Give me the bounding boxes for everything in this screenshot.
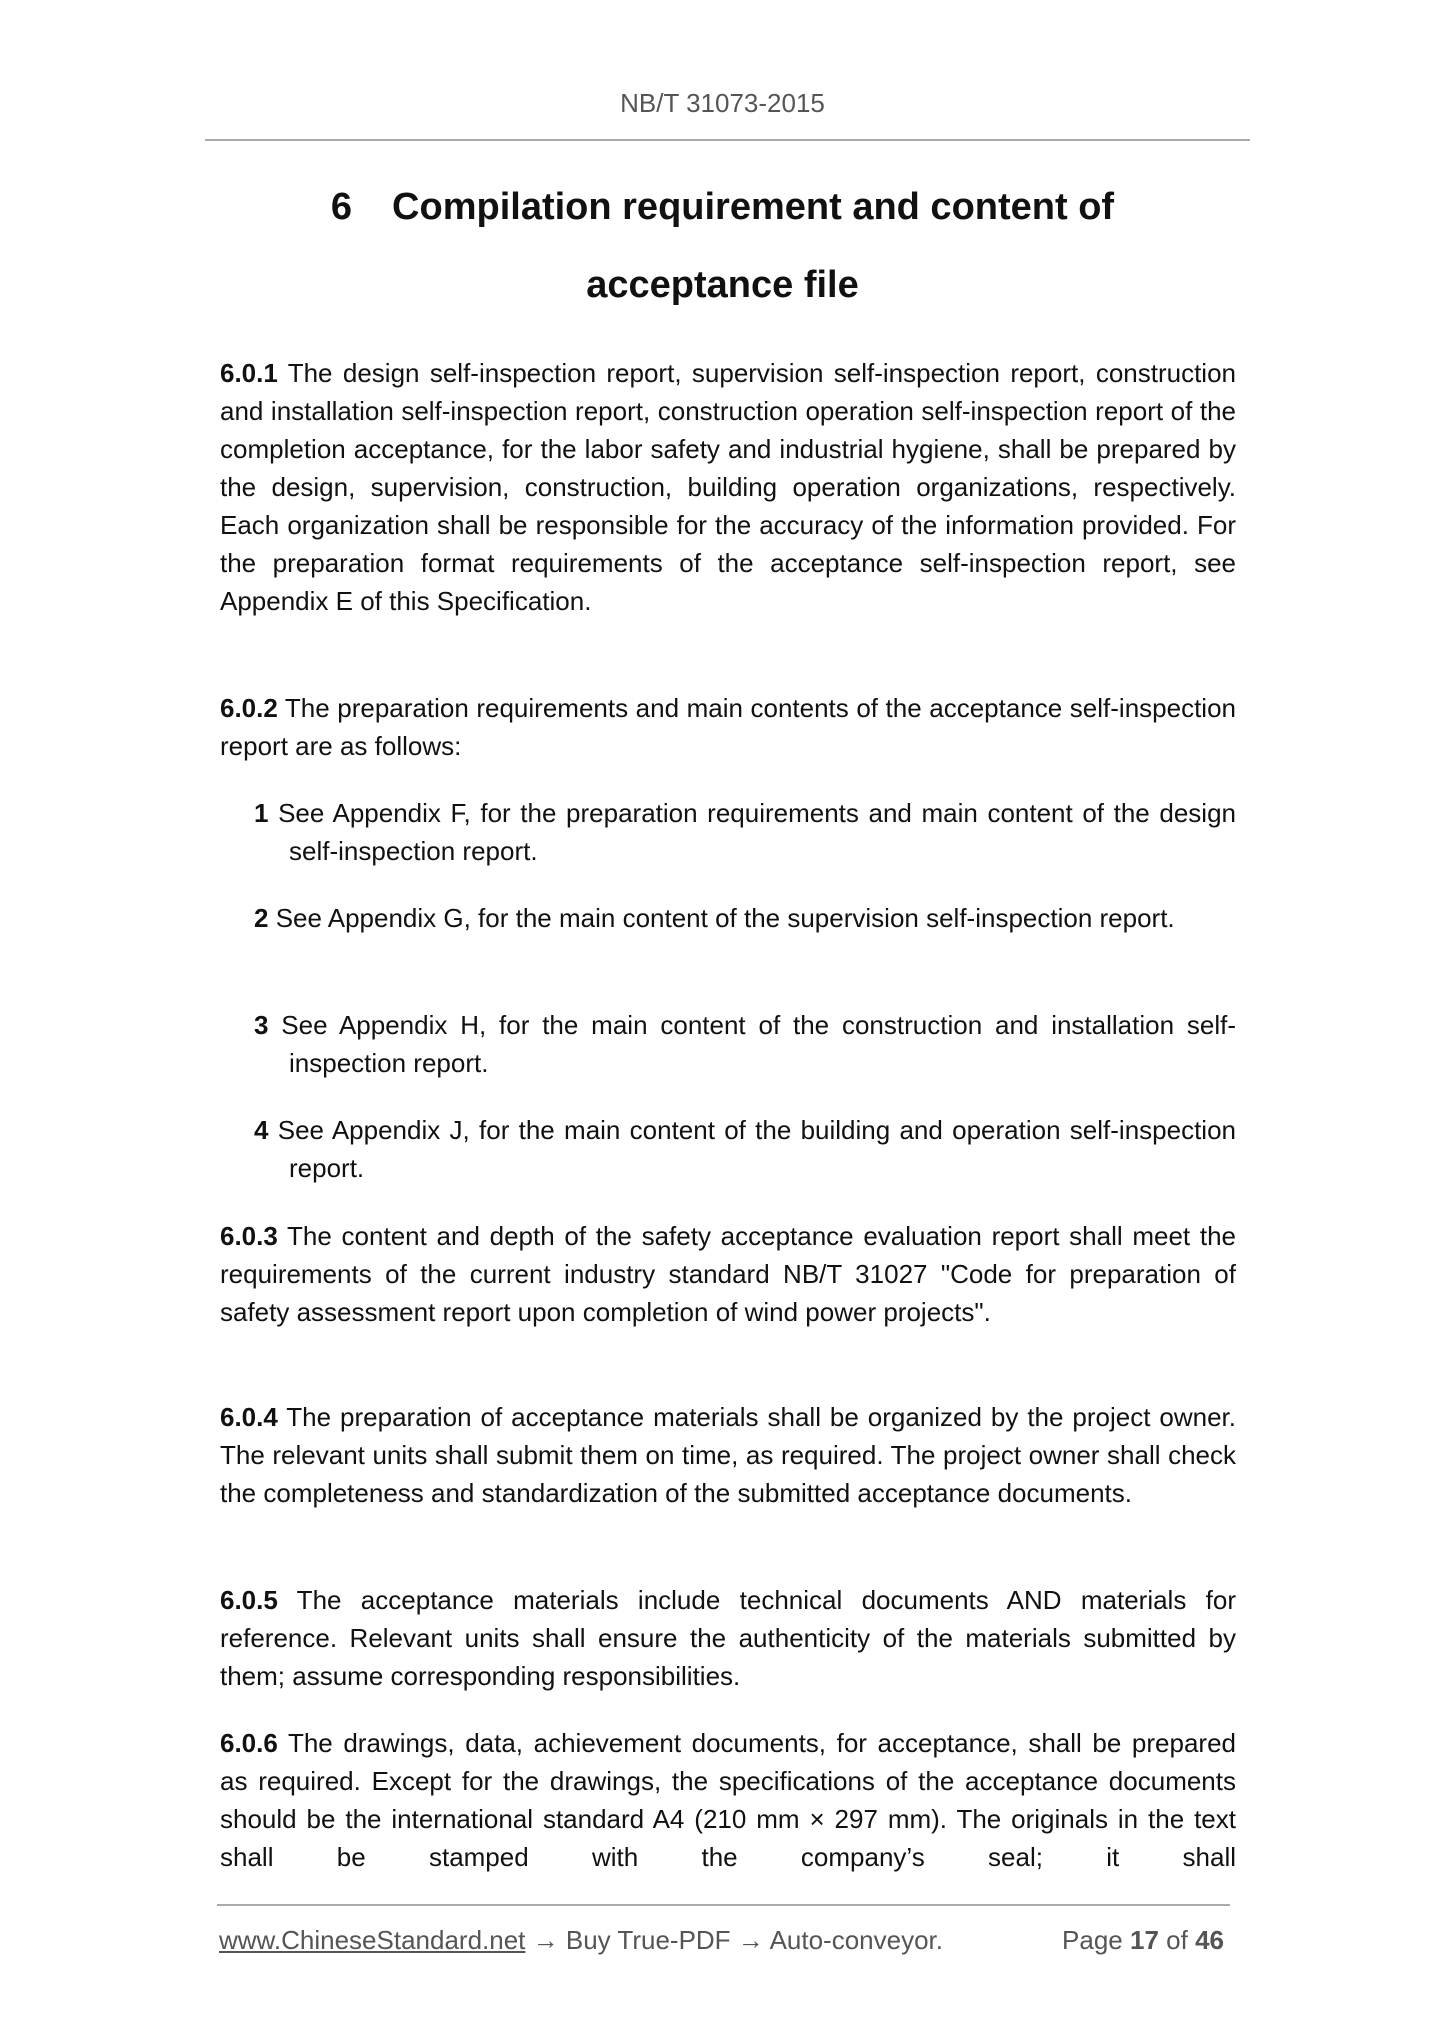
website-link[interactable]: www.ChineseStandard.net: [219, 1925, 526, 1955]
list-item-4: [254, 1111, 1236, 1187]
clause-6-0-6: [220, 1724, 1236, 1876]
clause-text: The drawings, data, achievement documents, for acceptance, shall be prepared as required. Except for the drawings, the specifications of the acceptance documents should be the international standard A4 (210 mm × 297 mm). The originals in the text shall be stamped with the company’s seal; it shall: [220, 1728, 1236, 1872]
clause-text: The preparation requirements and main contents of the acceptance self-inspection report are as follows:: [220, 693, 1236, 761]
list-item-3: [254, 1006, 1236, 1082]
clause-number: 6.0.1: [220, 358, 278, 388]
section-title-line2: acceptance file: [586, 264, 859, 306]
footer-promo-text: → Buy True-PDF → Auto-conveyor.: [525, 1925, 944, 1955]
clause-6-0-5: [220, 1581, 1236, 1695]
item-number: 1: [254, 798, 269, 828]
clause-6-0-4: [220, 1398, 1236, 1512]
page-total: 46: [1195, 1925, 1224, 1955]
list-item-2: [254, 899, 1236, 937]
page-number: 17: [1130, 1925, 1159, 1955]
page-label: Page: [1062, 1925, 1123, 1955]
clause-number: 6.0.4: [220, 1402, 278, 1432]
clause-number: 6.0.5: [220, 1585, 278, 1615]
clause-6-0-1: [220, 354, 1236, 620]
clause-text: The acceptance materials include technical documents AND materials for reference. Relevant units shall ensure the authenticity of the materials submitted by them; assume corresponding responsibilities.: [220, 1585, 1236, 1691]
clause-number: 6.0.2: [220, 693, 278, 723]
section-title-line1: [0, 186, 1445, 229]
item-text: See Appendix F, for the preparation requirements and main content of the design self-inspection report.: [268, 798, 1236, 866]
item-text: See Appendix G, for the main content of the supervision self-inspection report.: [268, 903, 1175, 933]
clause-text: The design self-inspection report, supervision self-inspection report, construction and installation self-inspection report, construction operation self-inspection report of the completion acceptance, for the labor safety and industrial hygiene, shall be prepared by the design, supervision, construction, building operation organizations, respectively. Each organization shall be responsible for the accuracy of the information provided. For the preparation format requirements of the acceptance self-inspection report, see Appendix E of this Specification.: [220, 358, 1236, 616]
section-number: 6: [330, 186, 353, 228]
item-number: 2: [254, 903, 269, 933]
footer-divider: [217, 1904, 1230, 1906]
item-number: 3: [254, 1010, 269, 1040]
of-label: of: [1166, 1925, 1188, 1955]
item-text: See Appendix J, for the main content of the building and operation self-inspection report.: [268, 1115, 1236, 1183]
list-item-1: [254, 794, 1236, 870]
clause-6-0-3: [220, 1217, 1236, 1331]
clause-number: 6.0.6: [220, 1728, 278, 1758]
clause-text: The content and depth of the safety acceptance evaluation report shall meet the requirements of the current industry standard NB/T 31027 "Code for preparation of safety assessment report upon completion of wind power projects".: [220, 1221, 1236, 1327]
clause-6-0-2: [220, 689, 1236, 765]
header-divider: [205, 139, 1250, 141]
clause-text: The preparation of acceptance materials shall be organized by the project owner. The relevant units shall submit them on time, as required. The project owner shall check the completeness and standardization of the submitted acceptance documents.: [220, 1402, 1236, 1508]
header-doc-code: NB/T 31073-2015: [620, 88, 825, 118]
item-text: See Appendix H, for the main content of the construction and installation self-inspection report.: [268, 1010, 1236, 1078]
section-title-text: Compilation requirement and content of: [392, 186, 1115, 228]
page-indicator: [1062, 1925, 1224, 1956]
item-number: 4: [254, 1115, 269, 1145]
footer-promo: [219, 1925, 943, 1956]
clause-number: 6.0.3: [220, 1221, 278, 1251]
